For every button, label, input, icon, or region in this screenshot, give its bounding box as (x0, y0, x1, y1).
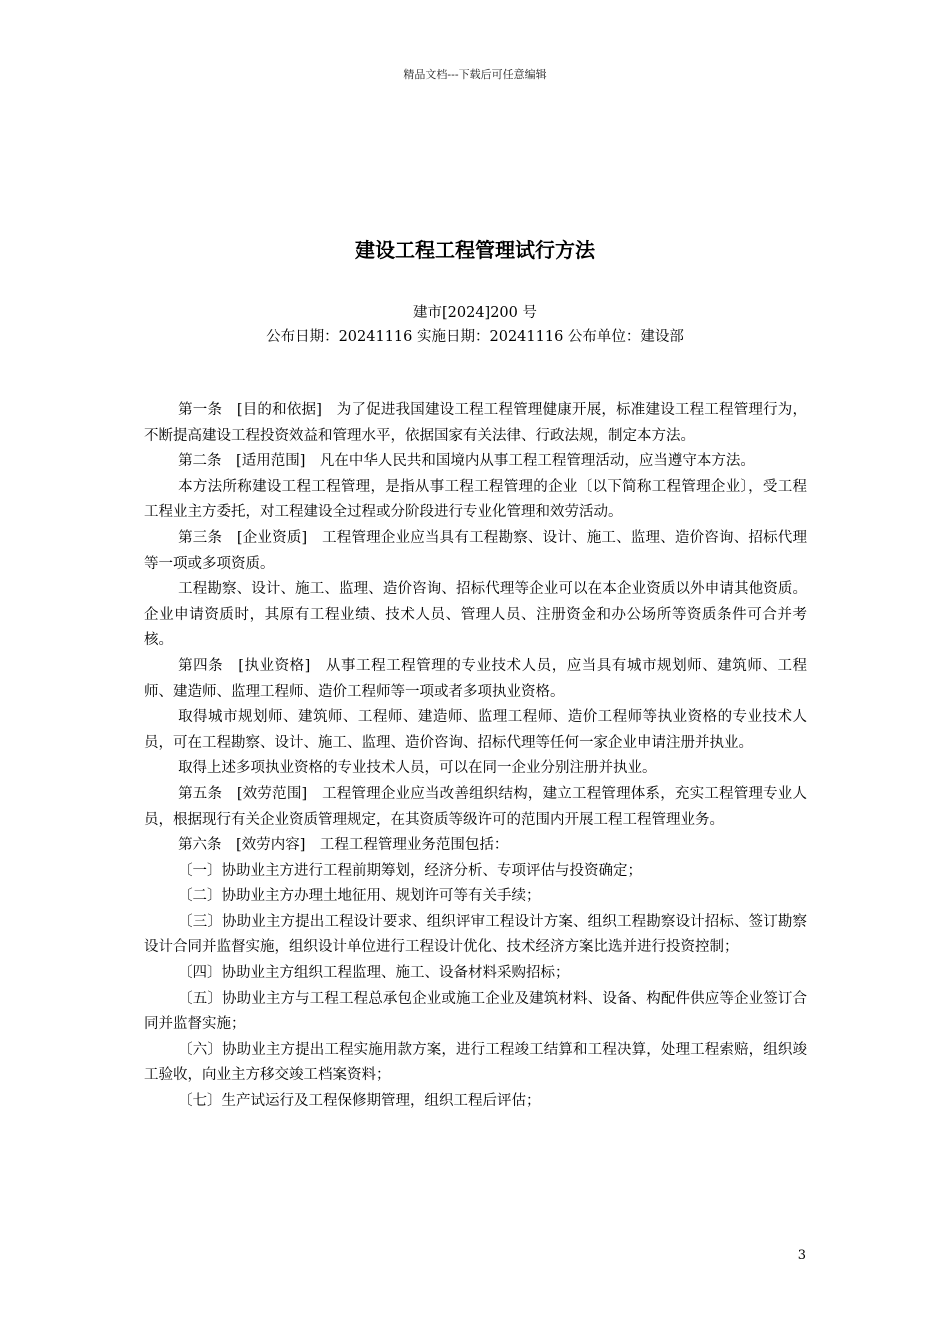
paragraph-article-4-multiple: 取得上述多项执业资格的专业技术人员，可以在同一企业分别注册并执业。 (178, 760, 657, 777)
list-item-4: 〔四〕协助业主方组织工程监理、施工、设备材料采购招标； (178, 965, 570, 982)
page-header-note: 精品文档---下载后可任意编辑 (403, 68, 547, 81)
paragraph-article-6: 第六条 [效劳内容] 工程工程管理业务范围包括： (178, 837, 509, 854)
publication-info: 公布日期：20241116 实施日期：20241116 公布单位：建设部 (266, 329, 684, 345)
document-body (144, 398, 807, 1115)
paragraph-article-3-detail: 工程勘察、设计、施工、监理、造价咨询、招标代理等企业可以在本企业资质以外申请其他资质。企业申请资质时，其原有工程业绩、技术人员、管理人员、注册资金和办公场所等资质条件可合并考核。 (144, 581, 807, 649)
paragraph-article-2: 第二条 [适用范围] 凡在中华人民共和国境内从事工程工程管理活动，应当遵守本方法。 (178, 453, 755, 470)
document-number: 建市[2024]200 号 (412, 305, 537, 321)
document-title: 建设工程工程管理试行方法 (355, 238, 595, 262)
list-item-3: 〔三〕协助业主方提出工程设计要求、组织评审工程设计方案、组织工程勘察设计招标、签订勘察设计合同并监督实施，组织设计单位进行工程设计优化、技术经济方案比选并进行投资控制； (144, 913, 807, 956)
list-item-2: 〔二〕协助业主方办理土地征用、规划许可等有关手续； (178, 888, 541, 905)
list-item-1: 〔一〕协助业主方进行工程前期筹划，经济分析、专项评估与投资确定； (178, 862, 643, 879)
paragraph-article-5: 第五条 [效劳范围] 工程管理企业应当改善组织结构，建立工程管理体系，充实工程管理专业人员，根据现行有关企业资质管理规定，在其资质等级许可的范围内开展工程工程管理业务。 (144, 785, 807, 828)
paragraph-article-4: 第四条 [执业资格] 从事工程工程管理的专业技术人员，应当具有城市规划师、建筑师、工程师、建造师、监理工程师、造价工程师等一项或者多项执业资格。 (144, 657, 807, 700)
list-item-5: 〔五〕协助业主方与工程工程总承包企业或施工企业及建筑材料、设备、构配件供应等企业签订合同并监督实施； (144, 990, 807, 1033)
page-number: 3 (797, 1248, 806, 1263)
list-item-7: 〔七〕生产试运行及工程保修期管理，组织工程后评估； (178, 1093, 541, 1110)
paragraph-article-1: 第一条 [目的和依据] 为了促进我国建设工程工程管理健康开展，标准建设工程工程管理行为，不断提高建设工程投资效益和管理水平，依据国家有关法律、行政法规，制定本方法。 (144, 402, 807, 444)
paragraph-article-3: 第三条 [企业资质] 工程管理企业应当具有工程勘察、设计、施工、监理、造价咨询、招标代理等一项或多项资质。 (144, 529, 807, 572)
paragraph-article-2-definition: 本方法所称建设工程工程管理，是指从事工程工程管理的企业〔以下简称工程管理企业〕，受工程工程业主方委托，对工程建设全过程或分阶段进行专业化管理和效劳活动。 (144, 478, 807, 521)
paragraph-article-4-detail: 取得城市规划师、建筑师、工程师、建造师、监理工程师、造价工程师等执业资格的专业技术人员，可在工程勘察、设计、施工、监理、造价咨询、招标代理等任何一家企业申请注册并执业。 (144, 709, 807, 751)
list-item-6: 〔六〕协助业主方提出工程实施用款方案，进行工程竣工结算和工程决算，处理工程索赔，组织竣工验收，向业主方移交竣工档案资料； (144, 1041, 807, 1084)
